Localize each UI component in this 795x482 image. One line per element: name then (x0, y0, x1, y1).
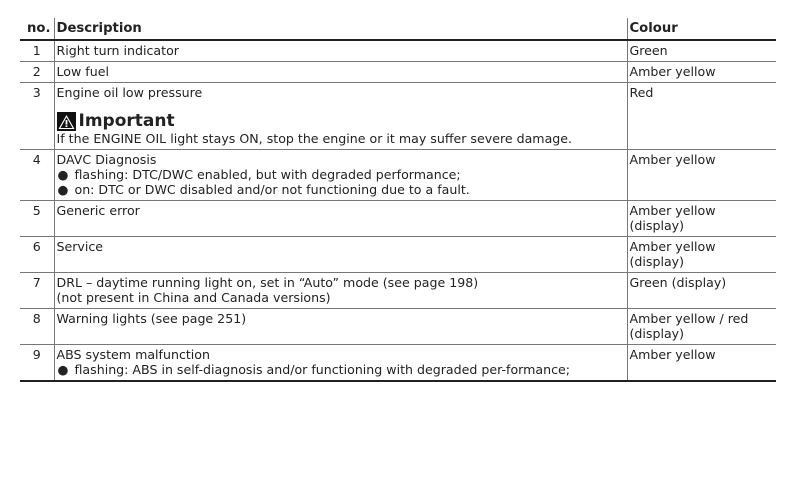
bullet-list (57, 362, 625, 377)
list-item: ● flashing: DTC/DWC enabled, but with degraded performance; (57, 167, 461, 182)
row-description: Right turn indicator (54, 40, 627, 62)
table-row (20, 150, 776, 201)
row-number: 9 (20, 345, 54, 382)
row-number: 5 (20, 201, 54, 237)
table-row (20, 273, 776, 309)
row-number: 8 (20, 309, 54, 345)
row-description-cell (54, 150, 627, 201)
important-text: If the ENGINE OIL light stays ON, stop the engine or it may suffer severe damage. (56, 131, 573, 146)
row-colour: Amber yellow (display) (627, 237, 776, 273)
bullet-icon: ● (57, 182, 69, 197)
row-description: Engine oil low pressure (56, 85, 203, 100)
row-number: 7 (20, 273, 54, 309)
list-item: ● flashing: ABS in self-diagnosis and/or functioning with degraded per-formance; (57, 362, 571, 377)
row-description: Low fuel (54, 62, 627, 83)
bullet-list (57, 167, 625, 197)
bullet-icon: ● (57, 167, 69, 182)
indicator-table-container (20, 18, 776, 382)
row-description: Service (54, 237, 627, 273)
row-number: 1 (20, 40, 54, 62)
row-description: Generic error (54, 201, 627, 237)
table-row (20, 40, 776, 62)
row-description: Warning lights (see page 251) (54, 309, 627, 345)
warning-lights-table (20, 18, 776, 382)
row-description: DRL – daytime running light on, set in “Auto” mode (see page 198) (56, 275, 479, 290)
row-number: 2 (20, 62, 54, 83)
row-colour: Red (627, 83, 776, 150)
table-row (20, 83, 776, 150)
row-colour: Amber yellow (627, 62, 776, 83)
header-no: no. (20, 18, 54, 40)
table-row (20, 309, 776, 345)
row-description: DAVC Diagnosis (56, 152, 157, 167)
row-colour: Green (display) (627, 273, 776, 309)
row-description-cell (54, 83, 627, 150)
row-colour: Amber yellow / red (display) (627, 309, 776, 345)
important-notice (57, 108, 625, 146)
row-colour: Amber yellow (display) (627, 201, 776, 237)
row-number: 3 (20, 83, 54, 150)
header-description: Description (54, 18, 627, 40)
row-number: 4 (20, 150, 54, 201)
row-description-line2: (not present in China and Canada versions) (56, 290, 331, 305)
bullet-icon: ● (57, 362, 69, 377)
row-description-cell (54, 273, 627, 309)
list-item: ● on: DTC or DWC disabled and/or not functioning due to a fault. (57, 182, 470, 197)
important-title: Important (78, 111, 175, 131)
row-description-cell (54, 345, 627, 382)
table-header-row (20, 18, 776, 40)
table-row (20, 237, 776, 273)
table-row (20, 62, 776, 83)
row-description: ABS system malfunction (56, 347, 210, 362)
row-number: 6 (20, 237, 54, 273)
table-row (20, 345, 776, 382)
header-colour: Colour (627, 18, 776, 40)
warning-triangle-icon (57, 112, 76, 131)
table-row (20, 201, 776, 237)
row-colour: Amber yellow (627, 150, 776, 201)
row-colour: Green (627, 40, 776, 62)
row-colour: Amber yellow (627, 345, 776, 382)
